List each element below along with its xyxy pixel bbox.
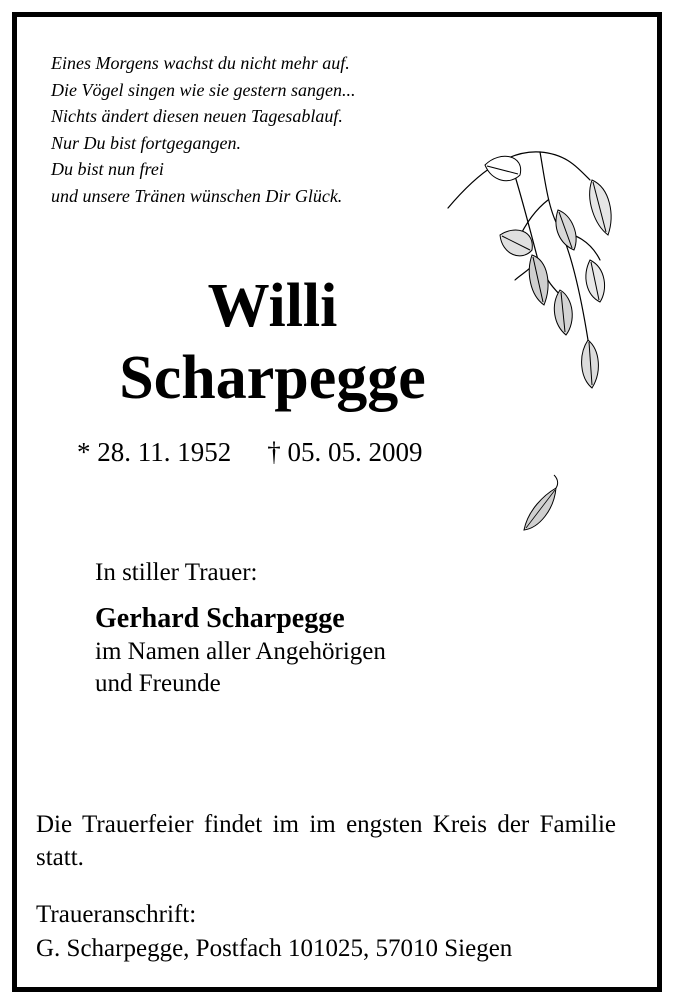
poem-line: und unsere Tränen wünschen Dir Glück. (51, 185, 343, 206)
poem-line: Du bist nun frei (51, 159, 164, 179)
ceremony-notice: Die Trauerfeier findet im im engsten Kreis der Familie statt. (36, 811, 616, 871)
falling-leaf-icon (514, 470, 564, 540)
address-label: Traueranschrift: (36, 901, 197, 928)
address-text: G. Scharpegge, Postfach 101025, 57010 Siegen (36, 935, 513, 962)
life-dates (77, 436, 423, 468)
deceased-first-name: Willi (207, 272, 338, 340)
poem-line: Nichts ändert diesen neuen Tagesablauf. (51, 106, 343, 126)
mourning-intro: In stiller Trauer: (95, 559, 258, 586)
death-date: † 05. 05. 2009 (267, 437, 423, 467)
mourner-name: Gerhard Scharpegge (95, 603, 345, 634)
mourning-block (95, 556, 386, 700)
deceased-name (0, 270, 545, 414)
poem-line: Nur Du bist fortgegangen. (51, 132, 242, 153)
deceased-last-name: Scharpegge (119, 344, 426, 412)
poem-line: Eines Morgens wachst du nicht mehr auf. (51, 53, 350, 73)
poem (51, 50, 355, 209)
mourning-address (36, 898, 512, 966)
poem-line: Die Vögel singen wie sie gestern sangen... (51, 79, 356, 100)
birth-date: * 28. 11. 1952 (77, 437, 232, 467)
mourner-relation-line: und Freunde (95, 670, 221, 697)
mourner-relation-line: im Namen aller Angehörigen (95, 638, 386, 665)
